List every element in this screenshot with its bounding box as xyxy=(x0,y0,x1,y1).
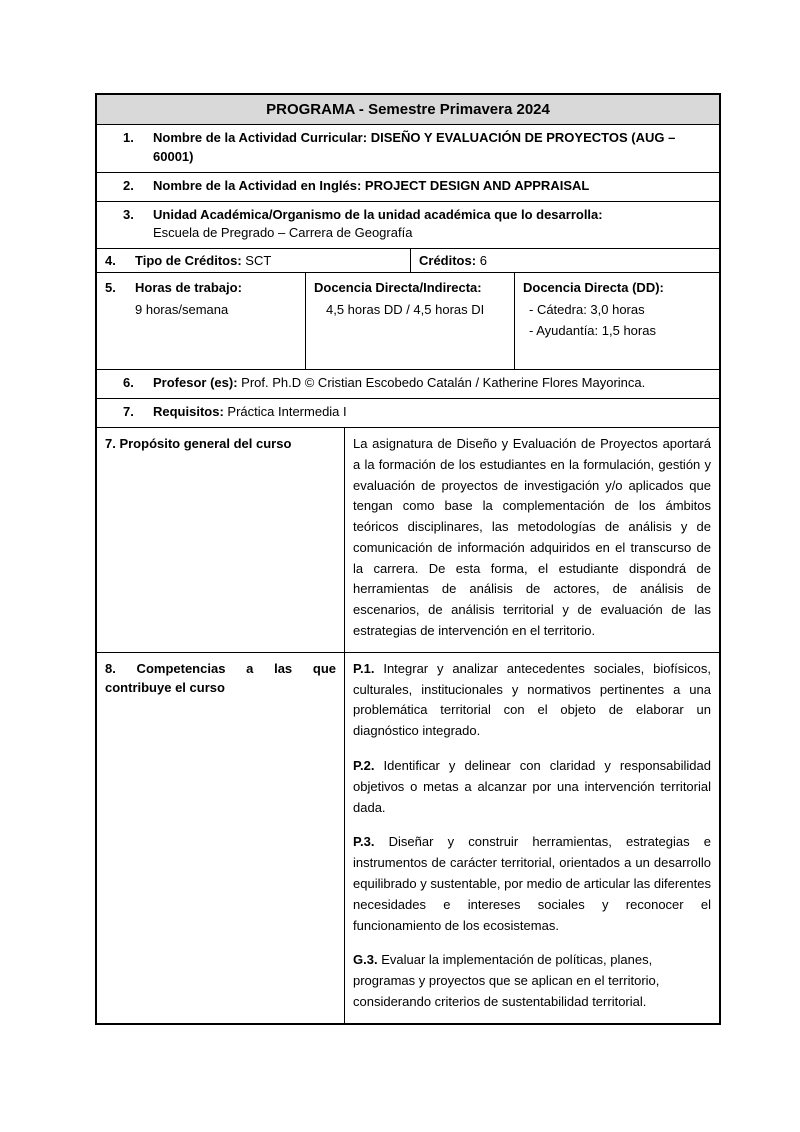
credits-cell xyxy=(410,249,719,272)
competency-paragraph-p1 xyxy=(353,659,711,742)
row-number: 5. xyxy=(105,280,116,296)
row-label: Nombre de la Actividad en Inglés: xyxy=(153,177,362,193)
credit-type-value: SCT xyxy=(245,253,272,269)
competency-text: Identificar y delinear con claridad y responsabilidad objetivos o metas a alcanzar por una intervención territorial dada. xyxy=(353,758,711,815)
table-title: PROGRAMA - Semestre Primavera 2024 xyxy=(266,101,550,118)
teaching-dd-item-ayudantia: - Ayudantía: 1,5 horas xyxy=(529,322,656,338)
competency-prefix: P.1. xyxy=(353,660,375,676)
row-text xyxy=(153,206,711,244)
work-hours-label: Horas de trabajo: xyxy=(135,280,242,296)
competency-prefix: P.2. xyxy=(353,758,375,774)
teaching-di-value: 4,5 horas DD / 4,5 horas DI xyxy=(326,302,485,318)
credits-label: Créditos: xyxy=(419,253,477,269)
row-course-purpose xyxy=(97,427,719,652)
row-number: 4. xyxy=(105,253,116,269)
row-text xyxy=(153,129,711,167)
row-value: Escuela de Pregrado – Carrera de Geografía xyxy=(153,225,413,241)
row-text xyxy=(153,403,711,422)
row-activity-name xyxy=(97,124,719,172)
cell-text xyxy=(135,278,242,364)
row-value: DISEÑO Y EVALUACIÓN DE PROYECTOS (AUG – 60001) xyxy=(153,130,676,164)
row-credits xyxy=(97,248,719,272)
competency-text: Integrar y analizar antecedentes sociales, biofísicos, culturales, institucionales y normativos pertinentes a una problemática territorial con el objeto de elaborar un diagnóstico integrado. xyxy=(353,660,711,739)
teaching-dd-item-catedra: - Cátedra: 3,0 horas xyxy=(529,302,645,318)
row-number: 6. xyxy=(123,375,134,391)
credit-type-cell xyxy=(97,249,410,272)
row-work-hours xyxy=(97,272,719,369)
competency-prefix: G.3. xyxy=(353,952,378,968)
row-competencies xyxy=(97,652,719,1023)
competency-paragraph-p3 xyxy=(353,832,711,936)
row-number: 1. xyxy=(123,130,134,145)
competency-paragraph-g3 xyxy=(353,950,711,1012)
row-value: PROJECT DESIGN AND APPRAISAL xyxy=(364,177,590,193)
work-hours-value: 9 horas/semana xyxy=(135,302,229,318)
row-text xyxy=(153,374,711,393)
row-academic-unit xyxy=(97,201,719,249)
work-hours-cell xyxy=(97,273,305,369)
competency-paragraph-p2 xyxy=(353,756,711,818)
course-program-table xyxy=(95,93,721,1025)
competency-prefix: P.3. xyxy=(353,834,375,850)
credits-value: 6 xyxy=(479,253,487,269)
teaching-di-label: Docencia Directa/Indirecta: xyxy=(314,280,482,296)
row-requirements xyxy=(97,398,719,427)
competencies-heading: 8. Competencias a las que contribuye el curso xyxy=(105,660,336,696)
row-activity-name-english xyxy=(97,172,719,201)
teaching-direct-cell xyxy=(514,273,719,369)
teaching-direct-indirect-cell xyxy=(305,273,514,369)
credit-type-label: Tipo de Créditos: xyxy=(135,253,242,269)
course-purpose-text: La asignatura de Diseño y Evaluación de Proyectos aportará a la formación de los estudiantes en la formulación, gestión y evaluación de proyectos de investigación y/o aplicados que tengan como base la complementación de los ámbitos teóricos disciplinares, las metodologías de análisis y de comunicación de información adquiridos en el transcurso de la carrera. De esta forma, el estudiante dispondrá de herramientas de análisis de actores, de análisis de escenarios, de análisis territorial y de evaluación de las estrategias de intervención en el territorio. xyxy=(344,428,719,652)
requirements-value: Práctica Intermedia I xyxy=(227,404,347,420)
row-number: 2. xyxy=(123,177,134,193)
row-number: 3. xyxy=(123,206,134,222)
requirements-label: Requisitos: xyxy=(153,404,224,420)
competency-text: Diseñar y construir herramientas, estrategias e instrumentos de carácter territorial, orientados a un desarrollo equilibrado y sustentable, por medio de articular las diferentes necesidades e intereses sociales y reconocer el funcionamiento de los ecosistemas. xyxy=(353,834,711,933)
row-label: Unidad Académica/Organismo de la unidad académica que lo desarrolla: xyxy=(153,206,603,222)
professor-label: Profesor (es): xyxy=(153,375,238,391)
row-text xyxy=(153,177,711,196)
row-number: 7. xyxy=(123,404,134,420)
table-header-row xyxy=(97,95,719,124)
competency-text: Evaluar la implementación de políticas, planes, programas y proyectos que se aplican en el territorio, considerando criterios de sustentabilidad territorial. xyxy=(353,952,660,1010)
row-label: Nombre de la Actividad Curricular: xyxy=(153,130,368,145)
cell-text xyxy=(135,253,271,268)
competencies-text xyxy=(344,653,719,1023)
row-professor xyxy=(97,369,719,398)
course-purpose-heading: 7. Propósito general del curso xyxy=(105,435,292,451)
teaching-dd-label: Docencia Directa (DD): xyxy=(523,280,664,296)
professor-value: Prof. Ph.D © Cristian Escobedo Catalán / Katherine Flores Mayorinca. xyxy=(241,375,646,391)
